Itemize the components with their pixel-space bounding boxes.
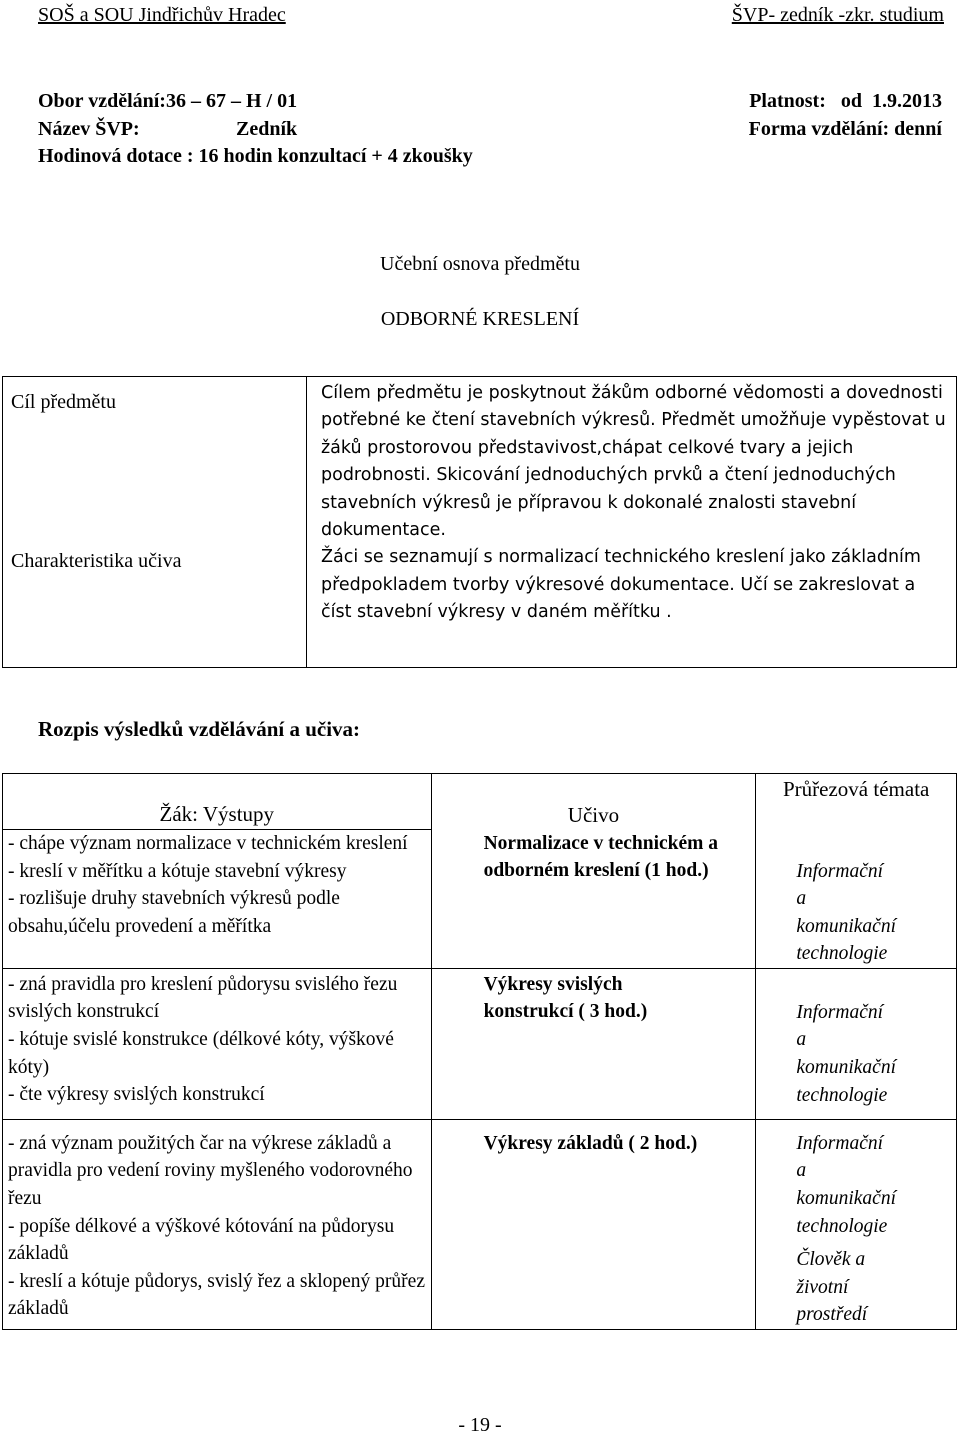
output-item: - zná význam použitých čar na výkrese základů a pravidla pro vedení roviny myšleného vodorovného řezu [8,1132,413,1210]
tema-item: Informační a komunikační technologie [796,1132,896,1237]
cil-label: Cíl předmětu [11,391,116,413]
header-temata: Průřezová témata [756,774,957,830]
rozpis-title: Rozpis výsledků vzdělávání a učiva: [38,717,361,741]
row-ucivo: Výkresy svislých konstrukcí ( 3 hod.) [431,968,756,1119]
header-program: ŠVP- zedník -zkr. studium [731,4,944,26]
meta-nazev-label: Název ŠVP: [38,118,140,140]
output-item: - chápe význam normalizace v technickém kreslení [8,833,408,854]
meta-forma: Forma vzdělání: denní [748,118,942,140]
output-item: - čte výkresy svislých konstrukcí [8,1084,265,1106]
table-row [3,1119,957,1329]
row-outputs [3,1119,432,1329]
tema-item: Informační a komunikační technologie [796,860,896,965]
row-temata [756,968,957,1119]
row-temata [756,1119,957,1329]
output-item: - kreslí v měřítku a kótuje stavební výkresy [8,860,347,882]
header-school: SOŠ a SOU Jindřichův Hradec [38,4,286,26]
output-item: - kreslí a kótuje půdorys, svislý řez a sklopený průřez základů [8,1270,425,1320]
cil-text: Cílem předmětu je poskytnout žákům odborné vědomosti a dovednosti potřebné ke čtení stavebních výkresů. Předmět umožňuje vypěstovat u žáků prostorovou představivost,chápat celkové tvary a jejich podrobnosti. Skicování jednoduchých prvků a čtení jednoduchých stavebních výkresů je přípravou k dokonalé znalosti stavební dokumentace. [307,377,957,545]
output-item: - zná pravidla pro kreslení půdorysu svislého řezu svislých konstrukcí [8,973,398,1023]
row-outputs [3,968,432,1119]
output-item: - kótuje svislé konstrukce (délkové kóty, výškové kóty) [8,1029,394,1078]
table-row [3,830,957,969]
char-text: Žáci se seznamují s normalizací technického kreslení jako základním předpokladem tvorby výkresové dokumentace. Učí se zakreslovat a číst stavební výkresy v daném měřítku . [307,544,957,667]
header-ucivo: Učivo [431,774,756,830]
subject-title: ODBORNÉ KRESLENÍ [380,308,580,330]
info-table [2,376,957,668]
row-outputs [3,830,432,969]
results-table [2,773,957,1330]
meta-dotace: Hodinová dotace : 16 hodin konzultací + 4 zkoušky [38,145,473,167]
output-item: - rozlišuje druhy stavebních výkresů podle obsahu,účelu provedení a měřítka [8,888,340,937]
tema-item: Informační a komunikační technologie [796,1001,896,1106]
char-label: Charakteristika učiva [11,550,182,573]
meta-platnost: Platnost: od 1.9.2013 [749,90,942,112]
row-ucivo: Normalizace v technickém a odborném kreslení (1 hod.) [431,830,756,969]
osnova-title: Učební osnova předmětu [380,253,580,275]
char-label-cell [3,544,307,667]
meta-obor: Obor vzdělání:36 – 67 – H / 01 [38,90,298,112]
row-temata [756,830,957,969]
table-row [3,968,957,1119]
tema-item: Člověk a životní prostředí [796,1249,868,1326]
header-vystupy: Žák: Výstupy [3,774,432,830]
meta-nazev-value: Zedník [236,118,298,140]
cil-label-cell [3,377,307,545]
row-ucivo: Výkresy základů ( 2 hod.) [431,1119,756,1329]
output-item: - popíše délkové a výškové kótování na půdorysu základů [8,1215,395,1265]
page-number: - 19 - [458,1414,502,1436]
